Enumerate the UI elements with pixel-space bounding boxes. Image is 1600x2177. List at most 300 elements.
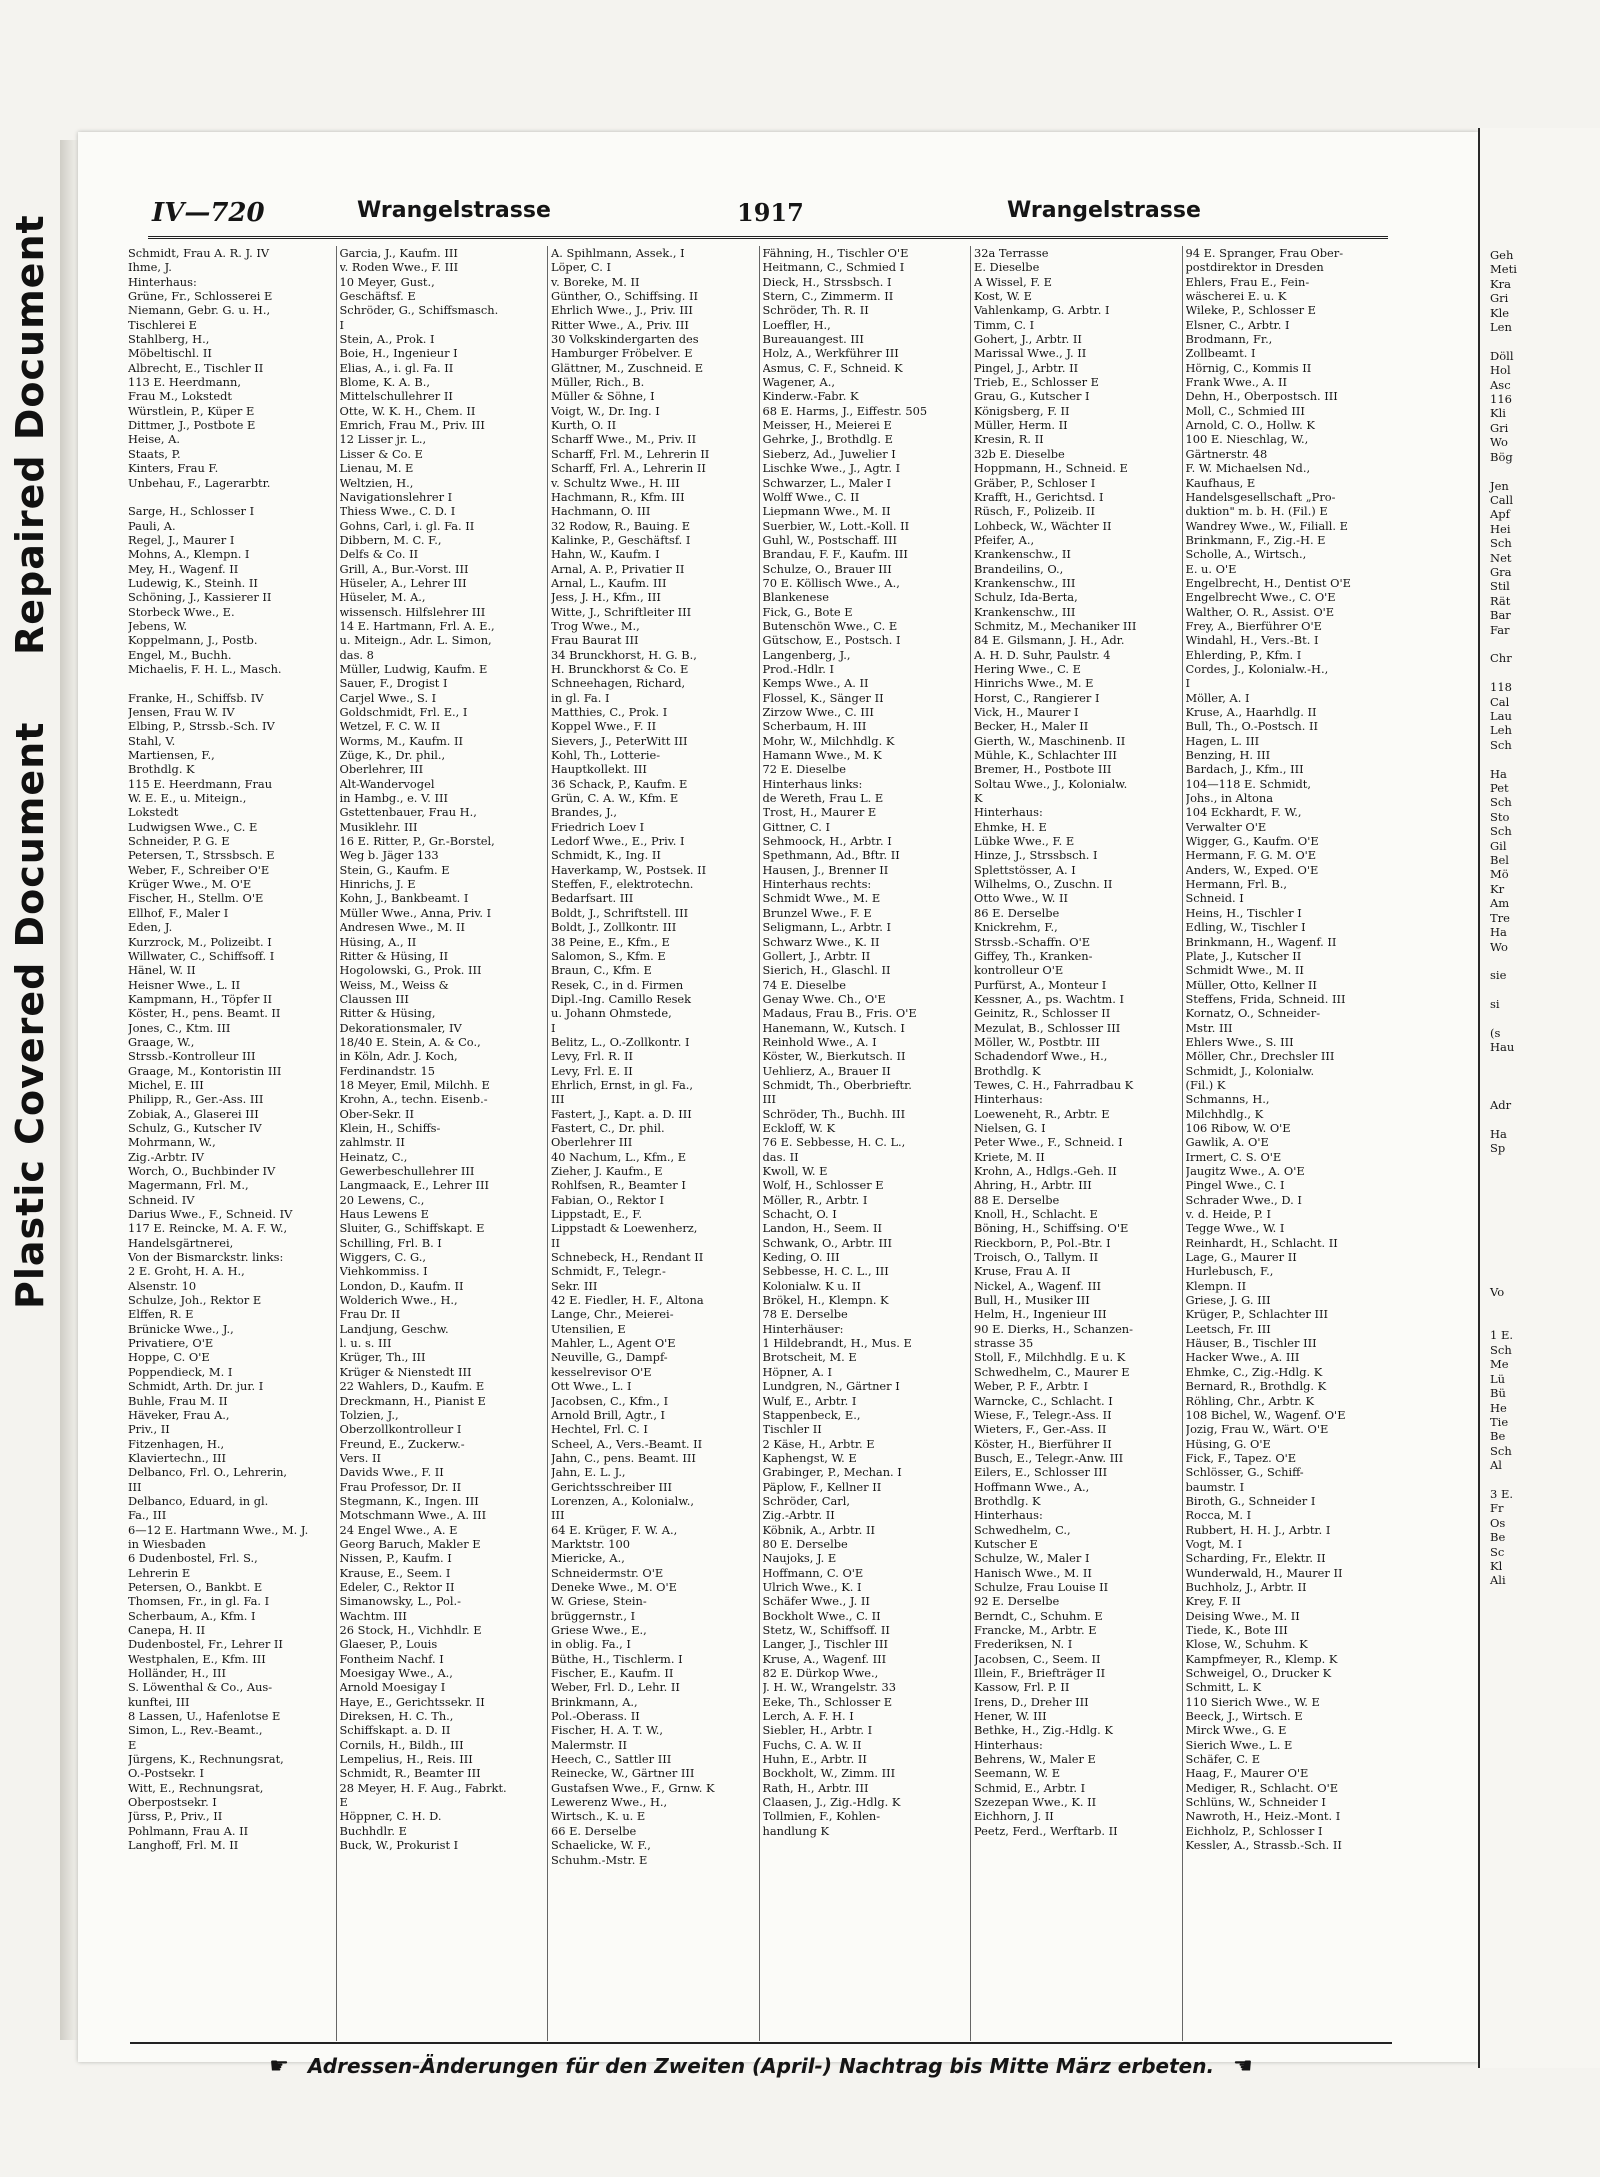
directory-line: Kruse, A., Haarhdlg. II <box>1185 705 1317 719</box>
adjacent-page-line: Meti <box>1490 262 1517 277</box>
directory-line: Eden, J. <box>128 920 173 935</box>
directory-line: Lange, Chr., Meierei- <box>551 1307 674 1322</box>
directory-line: Petersen, O., Bankbt. E <box>128 1579 263 1594</box>
directory-line: Salomon, S., Kfm. E <box>551 948 666 963</box>
directory-line: 115 E. Heerdmann, Frau <box>128 776 273 791</box>
directory-line: Haye, E., Gerichtssekr. II <box>339 1694 485 1709</box>
directory-line: Canepa, H. II <box>128 1623 206 1637</box>
directory-line: Bull, H., Musiker III <box>974 1293 1090 1308</box>
directory-line: Neuville, G., Dampf- <box>551 1350 668 1365</box>
directory-line: Gohert, J., Arbtr. II <box>974 332 1082 347</box>
directory-line: Marktstr. 100 <box>551 1536 630 1551</box>
directory-line: Heisner Wwe., L. II <box>128 977 241 992</box>
directory-line: Lorenzen, A., Kolonialw., <box>551 1493 694 1508</box>
adjacent-page-line: Lü <box>1490 1371 1506 1386</box>
directory-line: Tischlerei E <box>128 317 197 332</box>
directory-line: Matthies, C., Prok. I <box>551 705 668 719</box>
adjacent-page-line: Wo <box>1490 939 1508 954</box>
directory-line: Tollmien, F., Kohlen- <box>762 1809 881 1824</box>
directory-line: Dittmer, J., Postbote E <box>128 418 256 433</box>
directory-line: Mstr. III <box>1185 1020 1233 1035</box>
directory-line: Landon, H., Seem. II <box>762 1221 883 1236</box>
adjacent-page-line: Jen <box>1490 478 1509 493</box>
directory-line: Lokstedt <box>128 805 179 820</box>
directory-line: Gohns, Carl, i. gl. Fa. II <box>339 518 475 533</box>
directory-line: Jacobsen, C., Kfm., I <box>551 1393 669 1408</box>
directory-line: (Fil.) K <box>1185 1077 1226 1092</box>
directory-line: Kohl, Th., Lotterie- <box>551 748 661 763</box>
directory-line: Kampmann, H., Töpfer II <box>128 991 273 1006</box>
directory-line: Emrich, Frau M., Priv. III <box>339 418 485 433</box>
directory-line: E. u. O'E <box>1185 561 1237 576</box>
directory-line: Petersen, T., Strssbsch. E <box>128 848 275 863</box>
directory-line: Koppel Wwe., F. II <box>551 719 657 734</box>
directory-line: 100 E. Nieschlag, W., <box>1185 432 1309 447</box>
directory-line: Sarge, H., Schlosser I <box>128 504 255 519</box>
directory-line: Peetz, Ferd., Werftarb. II <box>974 1823 1118 1838</box>
directory-line: Hogolowski, G., Prok. III <box>339 963 482 978</box>
footer-notice: Adressen-Änderungen für den Zweiten (April-) Nachtrag bis Mitte März erbeten. <box>307 2054 1215 2078</box>
directory-line: Alsenstr. 10 <box>128 1278 197 1293</box>
directory-line: Schulz, G., Kutscher IV <box>128 1120 262 1135</box>
directory-line: strasse 35 <box>974 1336 1034 1351</box>
directory-line: Müller Wwe., Anna, Priv. I <box>339 905 492 920</box>
directory-line: Poppendieck, M. I <box>128 1364 233 1379</box>
directory-line: Hachmann, O. III <box>551 504 651 519</box>
directory-line: Kost, W. E <box>974 289 1032 304</box>
adjacent-page-line <box>1490 1228 1600 1242</box>
directory-line: Irens, D., Dreher III <box>974 1694 1089 1709</box>
adjacent-page-line: Leh <box>1490 723 1512 738</box>
adjacent-page-line: Vo <box>1490 1285 1505 1300</box>
directory-line: Francke, M., Arbtr. E <box>974 1623 1097 1637</box>
directory-line: Schmidt, Th., Oberbrieftr. <box>762 1077 912 1092</box>
repaired-document-label: Repaired Document <box>8 214 52 656</box>
adjacent-page-line: Lau <box>1490 709 1512 723</box>
directory-line: Deising Wwe., M. II <box>1185 1608 1300 1623</box>
directory-line: Schulze, O., Brauer III <box>762 561 892 576</box>
directory-line: Mittelschullehrer II <box>339 389 453 404</box>
directory-column-2 <box>337 246 549 2041</box>
directory-line: Bremer, H., Postbote III <box>974 762 1112 777</box>
directory-line: Zig.-Arbtr. II <box>762 1508 835 1523</box>
directory-line: Arnal, A. P., Privatier II <box>551 561 685 576</box>
directory-line: Kriete, M. II <box>974 1149 1045 1164</box>
directory-line: Ahring, H., Arbtr. III <box>974 1178 1092 1193</box>
directory-line: wissensch. Hilfslehrer III <box>339 604 486 619</box>
directory-line: Geschäftsf. E <box>339 289 416 304</box>
directory-line: Häveker, Frau A., <box>128 1407 230 1422</box>
directory-column-1 <box>125 246 337 2041</box>
directory-line: duktion" m. b. H. (Fil.) E <box>1185 504 1328 519</box>
directory-line: 84 E. Gilsmann, J. H., Adr. <box>974 633 1125 648</box>
directory-line: Brandes, J., <box>551 805 617 820</box>
directory-line: Kinters, Frau F. <box>128 461 219 476</box>
directory-line: Weber, Frl. D., Lehr. II <box>551 1680 680 1695</box>
adjacent-page-line <box>1490 334 1600 348</box>
directory-line: Mohns, A., Klempn. I <box>128 547 250 562</box>
directory-line: Rüsch, F., Polizeib. II <box>974 504 1095 519</box>
directory-line: Buchhdlr. E <box>339 1823 407 1838</box>
directory-line: Krey, F. II <box>1185 1594 1241 1609</box>
directory-line: Schöning, J., Kassierer II <box>128 590 272 605</box>
directory-line: Wagener, A., <box>762 375 836 390</box>
directory-line: Klaviertechn., III <box>128 1450 226 1465</box>
directory-line: 106 Ribow, W. O'E <box>1185 1120 1291 1135</box>
directory-line: 110 Sierich Wwe., W. E <box>1185 1694 1320 1709</box>
adjacent-page-line: Mö <box>1490 867 1509 882</box>
directory-line: Moll, C., Schmied III <box>1185 403 1305 418</box>
adjacent-page-line: Gri <box>1490 291 1509 306</box>
directory-line: Fick, G., Bote E <box>762 604 853 619</box>
directory-line: Griese Wwe., E., <box>551 1623 647 1637</box>
adjacent-page-line <box>1490 464 1600 478</box>
directory-line: Glaeser, P., Louis <box>339 1637 438 1652</box>
directory-line: Blome, K. A. B., <box>339 375 430 390</box>
adjacent-page-line: Kl <box>1490 1558 1503 1573</box>
directory-line: Timm, C. I <box>974 317 1035 332</box>
directory-line: Keding, O. III <box>762 1250 840 1265</box>
directory-line: Pohlmann, Frau A. II <box>128 1823 249 1838</box>
adjacent-page-line: Len <box>1490 320 1512 335</box>
directory-line: Ellhof, F., Maler I <box>128 905 229 920</box>
adjacent-page-line <box>1490 1012 1600 1026</box>
directory-line: Navigationslehrer I <box>339 489 453 504</box>
directory-line: Gräber, P., Schloser I <box>974 475 1096 490</box>
directory-line: Nissen, P., Kaufm. I <box>339 1551 452 1566</box>
footer-rule <box>130 2042 1392 2044</box>
directory-line: Zieher, J. Kaufm., E <box>551 1164 663 1178</box>
directory-line: Fontheim Nachf. I <box>339 1651 444 1666</box>
directory-line: II <box>551 1235 560 1250</box>
plastic-covered-document-label: Plastic Covered Document <box>8 721 52 1309</box>
directory-line: Goldschmidt, Frl. E., I <box>339 705 468 719</box>
directory-line: Krohn, A., Hdlgs.-Geh. II <box>974 1164 1117 1178</box>
directory-line: Seligmann, L., Arbtr. I <box>762 920 892 935</box>
directory-line: Schneidermstr. O'E <box>551 1565 664 1580</box>
directory-line: Fastert, C., Dr. phil. <box>551 1120 665 1135</box>
directory-line: Grau, G., Kutscher I <box>974 389 1090 404</box>
directory-line: 20 Lewens, C., <box>339 1192 425 1207</box>
adjacent-page-line: Hau <box>1490 1040 1515 1055</box>
page-footer <box>130 2054 1392 2079</box>
directory-line: Fabian, O., Rektor I <box>551 1192 664 1207</box>
directory-line: u. Miteign., Adr. L. Simon, <box>339 633 492 648</box>
directory-line: Ferdinandstr. 15 <box>339 1063 436 1078</box>
adjacent-page-line: si <box>1490 997 1500 1012</box>
directory-line: Gawlik, A. O'E <box>1185 1135 1269 1150</box>
directory-line: Marissal Wwe., J. II <box>974 346 1087 361</box>
directory-line: Hoffmann, C. O'E <box>762 1565 864 1580</box>
directory-line: Klose, W., Schuhm. K <box>1185 1637 1308 1652</box>
directory-line: Schwedhelm, C., Maurer E <box>974 1364 1130 1379</box>
directory-line: Hinrichs Wwe., M. E <box>974 676 1094 691</box>
directory-line: Hinterhaus: <box>974 805 1043 820</box>
directory-line: Brinkmann, H., Wagenf. II <box>1185 934 1337 949</box>
directory-line: Delbanco, Eduard, in gl. <box>128 1493 269 1508</box>
directory-line: Schröder, G., Schiffsmasch. <box>339 303 499 318</box>
directory-line: Elffen, R. E <box>128 1307 194 1322</box>
directory-line: O.-Postsekr. I <box>128 1766 205 1781</box>
directory-line: Klein, H., Schiffs- <box>339 1120 441 1135</box>
directory-line: Kassow, Frl. P. II <box>974 1680 1070 1695</box>
directory-line: Kinderw.-Fabr. K <box>762 389 859 404</box>
directory-line: Rohlfsen, R., Beamter I <box>551 1178 686 1193</box>
directory-line: 42 E. Fiedler, H. F., Altona <box>551 1293 704 1308</box>
directory-line: kunftei, III <box>128 1694 190 1709</box>
directory-line: Krankenschw., II <box>974 547 1071 562</box>
directory-line: Stappenbeck, E., <box>762 1407 861 1422</box>
directory-line: 10 Meyer, Gust., <box>339 274 435 289</box>
directory-line: III <box>551 1508 565 1523</box>
directory-line: Illein, F., Briefträger II <box>974 1666 1106 1681</box>
directory-line: Gärtnerstr. 48 <box>1185 446 1268 461</box>
directory-line: Schröder, Carl, <box>762 1493 851 1508</box>
directory-line: Schäfer, C. E <box>1185 1752 1261 1767</box>
directory-line: Biroth, G., Schneider I <box>1185 1493 1316 1508</box>
street-heading-right: Wrangelstrasse <box>1007 198 1201 223</box>
directory-column-4 <box>760 246 972 2041</box>
directory-line: in gl. Fa. I <box>551 690 610 705</box>
directory-line: Kwoll, W. E <box>762 1164 828 1178</box>
directory-line: kontrolleur O'E <box>974 963 1064 978</box>
directory-line: Hinterhäuser: <box>762 1321 844 1336</box>
directory-line: Scharff, Frl. M., Lehrerin II <box>551 446 710 461</box>
adjacent-page-line: Adr <box>1490 1097 1512 1112</box>
directory-line: Arnal, L., Kaufm. III <box>551 575 667 590</box>
directory-line: Ludewig, K., Steinh. II <box>128 575 258 590</box>
directory-line: Willwater, C., Schiffsoff. I <box>128 948 275 963</box>
directory-line: Voigt, W., Dr. Ing. I <box>551 403 660 418</box>
directory-line: Genay Wwe. Ch., O'E <box>762 991 886 1006</box>
directory-line: Lage, G., Maurer II <box>1185 1250 1297 1265</box>
directory-line: Grill, A., Bur.-Vorst. III <box>339 561 469 576</box>
directory-line: Geinitz, R., Schlosser II <box>974 1006 1111 1021</box>
directory-line: Scherbaum, H. III <box>762 719 867 734</box>
directory-line: Moesigay Wwe., A., <box>339 1666 453 1681</box>
directory-line: Günther, O., Schiffsing. II <box>551 289 699 304</box>
directory-line: Schulze, W., Maler I <box>974 1551 1090 1566</box>
directory-line: Weber, F., Schreiber O'E <box>128 862 270 877</box>
directory-line: 88 E. Derselbe <box>974 1192 1060 1207</box>
directory-line: III <box>128 1479 142 1494</box>
directory-line: Johs., in Altona <box>1185 791 1273 806</box>
directory-line: A Wissel, F. E <box>974 274 1052 289</box>
directory-line: Edeler, C., Rektor II <box>339 1579 455 1594</box>
directory-line: Arnold Brill, Agtr., I <box>551 1407 666 1422</box>
directory-line: Krohn, A., techn. Eisenb.- <box>339 1092 488 1107</box>
directory-line: Delbanco, Frl. O., Lehrerin, <box>128 1465 288 1480</box>
directory-line: Holländer, H., III <box>128 1666 226 1681</box>
directory-line: Schmidt, Frau A. R. J. IV <box>128 246 270 260</box>
directory-line: Jürgens, K., Rechnungsrat, <box>128 1752 284 1767</box>
directory-line: Langer, J., Tischler III <box>762 1637 888 1652</box>
directory-line: Böning, H., Schiffsing. O'E <box>974 1221 1129 1236</box>
directory-line: Kornatz, O., Schneider- <box>1185 1006 1321 1021</box>
directory-line: Splettstösser, A. I <box>974 862 1076 877</box>
directory-line: Witt, E., Rechnungsrat, <box>128 1780 264 1795</box>
directory-line: Gütschow, E., Postsch. I <box>762 633 901 648</box>
directory-line: Reinecke, W., Gärtner III <box>551 1766 695 1781</box>
directory-line: Brothdlg. K <box>974 1493 1041 1508</box>
directory-line: Wolf, H., Schlosser E <box>762 1178 884 1193</box>
adjacent-page-text <box>1480 128 1600 1588</box>
adjacent-page-line: Be <box>1490 1530 1506 1545</box>
directory-line: 1 Hildebrandt, H., Mus. E <box>762 1336 912 1351</box>
directory-line: E <box>339 1795 348 1810</box>
directory-line: Boldt, J., Schriftstell. III <box>551 905 689 920</box>
directory-line: Schröder, Th. R. II <box>762 303 869 318</box>
page-header <box>152 196 1392 232</box>
directory-line: Scharff, Frl. A., Lehrerin II <box>551 461 706 476</box>
adjacent-page-line: Sto <box>1490 809 1510 824</box>
directory-line: handlung K <box>762 1823 829 1838</box>
directory-line: Kolonialw. K u. II <box>762 1278 861 1293</box>
adjacent-page-line: Rät <box>1490 593 1511 608</box>
directory-line: Schuhm.-Mstr. E <box>551 1852 648 1867</box>
directory-line: Gierth, W., Maschinenb. II <box>974 733 1126 748</box>
directory-line: Bull, Th., O.-Postsch. II <box>1185 719 1318 734</box>
directory-line: Gehrke, J., Brothdlg. E <box>762 432 893 447</box>
adjacent-page-line: Sc <box>1490 1544 1505 1559</box>
directory-line: Stahlberg, H., <box>128 332 210 347</box>
adjacent-page-line: Sch <box>1490 536 1512 551</box>
directory-line: Tegge Wwe., W. I <box>1185 1221 1285 1236</box>
directory-line: Mezulat, B., Schlosser III <box>974 1020 1121 1035</box>
directory-line: Stetz, W., Schiffsoff. II <box>762 1623 890 1637</box>
directory-line: Lischke Wwe., J., Agtr. I <box>762 461 901 476</box>
directory-line: Rath, H., Arbtr. III <box>762 1780 869 1795</box>
directory-line: Fischer, H., Stellm. O'E <box>128 891 264 906</box>
adjacent-page-line: Hol <box>1490 363 1511 378</box>
directory-line: Malermstr. II <box>551 1737 627 1752</box>
directory-line: 68 E. Harms, J., Eiffestr. 505 <box>762 403 928 418</box>
directory-line: Hechtel, Frl. C. I <box>551 1422 648 1437</box>
directory-line: 36 Schack, P., Kaufm. E <box>551 776 688 791</box>
directory-line: Gerichtsschreiber III <box>551 1479 673 1494</box>
directory-line: Königsberg, F. II <box>974 403 1070 418</box>
directory-line: Scheel, A., Vers.-Beamt. II <box>551 1436 703 1451</box>
adjacent-page-line: Me <box>1490 1357 1509 1372</box>
directory-line: Hoffmann Wwe., A., <box>974 1479 1090 1494</box>
directory-line: Ehmke, C., Zig.-Hdlg. K <box>1185 1364 1323 1379</box>
directory-line: Ehlers Wwe., S. III <box>1185 1034 1294 1049</box>
directory-line: Langmaack, E., Lehrer III <box>339 1178 489 1193</box>
directory-line: 32 Rodow, R., Bauing. E <box>551 518 691 533</box>
directory-line: Philipp, R., Ger.-Ass. III <box>128 1092 264 1107</box>
directory-line: Langenberg, J., <box>762 647 851 662</box>
directory-line: 38 Peine, E., Kfm., E <box>551 934 670 949</box>
directory-line: Vahlenkamp, G. Arbtr. I <box>974 303 1110 318</box>
adjacent-page-line: Ali <box>1490 1573 1506 1588</box>
directory-line: Eeke, Th., Schlosser E <box>762 1694 893 1709</box>
directory-line: Unbehau, F., Lagerarbtr. <box>128 475 271 490</box>
adjacent-page-line: Kr <box>1490 881 1505 896</box>
directory-line: Wiggers, C. G., <box>339 1250 426 1265</box>
directory-line: Seemann, W. E <box>974 1766 1061 1781</box>
directory-line: Möller, W., Postbtr. III <box>974 1034 1100 1049</box>
directory-line: Elias, A., i. gl. Fa. II <box>339 360 454 375</box>
directory-line: Hermann, Frl. B., <box>1185 877 1287 892</box>
directory-line: Helm, H., Ingenieur III <box>974 1307 1107 1322</box>
directory-line: Kessler, A., Strassb.-Sch. II <box>1185 1838 1342 1853</box>
directory-line: Hacker Wwe., A. III <box>1185 1350 1300 1365</box>
directory-line: Schiffskapt. a. D. II <box>339 1723 451 1738</box>
adjacent-page-line: Sch <box>1490 1443 1512 1458</box>
directory-line: 72 E. Dieselbe <box>762 762 846 777</box>
directory-line: Dieck, H., Strssbsch. I <box>762 274 892 289</box>
directory-line: Heitmann, C., Schmied I <box>762 260 905 275</box>
directory-line: Stegmann, K., Ingen. III <box>339 1493 479 1508</box>
directory-line: W. E. E., u. Miteign., <box>128 791 247 806</box>
directory-line: 108 Bichel, W., Wagenf. O'E <box>1185 1407 1346 1422</box>
adjacent-page-line: Bel <box>1490 853 1509 868</box>
directory-line: Hermann, F. G. M. O'E <box>1185 848 1317 863</box>
directory-line: Giffey, Th., Kranken- <box>974 948 1093 963</box>
adjacent-page-line: Gri <box>1490 420 1509 435</box>
adjacent-page-line <box>1490 1300 1600 1314</box>
directory-line: Köbnik, A., Arbtr. II <box>762 1522 876 1537</box>
adjacent-page-line: Kle <box>1490 305 1510 320</box>
adjacent-page-line: Döll <box>1490 348 1514 363</box>
directory-line: Kampfmeyer, R., Klemp. K <box>1185 1651 1338 1666</box>
directory-line: Schnebeck, H., Rendant II <box>551 1250 704 1265</box>
directory-line: Hüseler, M. A., <box>339 590 426 605</box>
adjacent-page-line: Asc <box>1490 377 1511 392</box>
directory-line: Steffens, Frida, Schneid. III <box>1185 991 1346 1006</box>
directory-line: Gustafsen Wwe., F., Grnw. K <box>551 1780 715 1795</box>
directory-line: Fuchs, C. A. W. II <box>762 1737 862 1752</box>
directory-line: Behrens, W., Maler E <box>974 1752 1096 1767</box>
directory-line: Benzing, H. III <box>1185 748 1271 763</box>
directory-line: 18 Meyer, Emil, Milchh. E <box>339 1077 490 1092</box>
directory-line: Mirck Wwe., G. E <box>1185 1723 1287 1738</box>
directory-line: Leetsch, Fr. III <box>1185 1321 1271 1336</box>
adjacent-page-line <box>1490 1069 1600 1083</box>
directory-line: Schlüns, W., Schneider I <box>1185 1795 1326 1810</box>
directory-line: Hoppmann, H., Schneid. E <box>974 461 1128 476</box>
directory-line: Hering Wwe., C. E <box>974 661 1081 676</box>
directory-line: Mahler, L., Agent O'E <box>551 1336 676 1351</box>
directory-line: Direksen, H. C. Th., <box>339 1709 454 1724</box>
directory-line: Deneke Wwe., M. O'E <box>551 1579 677 1594</box>
directory-line: Hahn, W., Kaufm. I <box>551 547 660 562</box>
adjacent-page-line: 1 E. <box>1490 1328 1514 1343</box>
directory-line: Witte, J., Schriftleiter III <box>551 604 692 619</box>
adjacent-page-line <box>1490 1055 1600 1069</box>
directory-line: Strssb.-Kontrolleur III <box>128 1049 256 1064</box>
directory-line: Krankenschw., III <box>974 604 1076 619</box>
adjacent-page-line <box>1490 954 1600 968</box>
directory-line: Plate, J., Kutscher II <box>1185 948 1302 963</box>
directory-line: Jebens, W. <box>128 618 188 633</box>
directory-line: Höppner, C. H. D. <box>339 1809 442 1824</box>
directory-line: Schulze, Joh., Rektor E <box>128 1293 262 1308</box>
directory-line: Hinterhaus: <box>128 274 197 289</box>
directory-line: Müller, Herm. II <box>974 418 1068 433</box>
directory-line: Buck, W., Prokurist I <box>339 1838 459 1853</box>
directory-line: 24 Engel Wwe., A. E <box>339 1522 458 1537</box>
directory-line: J. H. W., Wrangelstr. 33 <box>762 1680 896 1695</box>
directory-line: Scherbaum, A., Kfm. I <box>128 1608 256 1623</box>
directory-line: Madaus, Frau B., Fris. O'E <box>762 1006 917 1021</box>
directory-line: Schmidt, R., Beamter III <box>339 1766 481 1781</box>
directory-line: Cornils, H., Bildh., III <box>339 1737 464 1752</box>
directory-line: Lempelius, H., Reis. III <box>339 1752 473 1767</box>
directory-line: de Wereth, Frau L. E <box>762 791 884 806</box>
adjacent-page-line <box>1490 666 1600 680</box>
adjacent-page-line <box>1490 1170 1600 1184</box>
